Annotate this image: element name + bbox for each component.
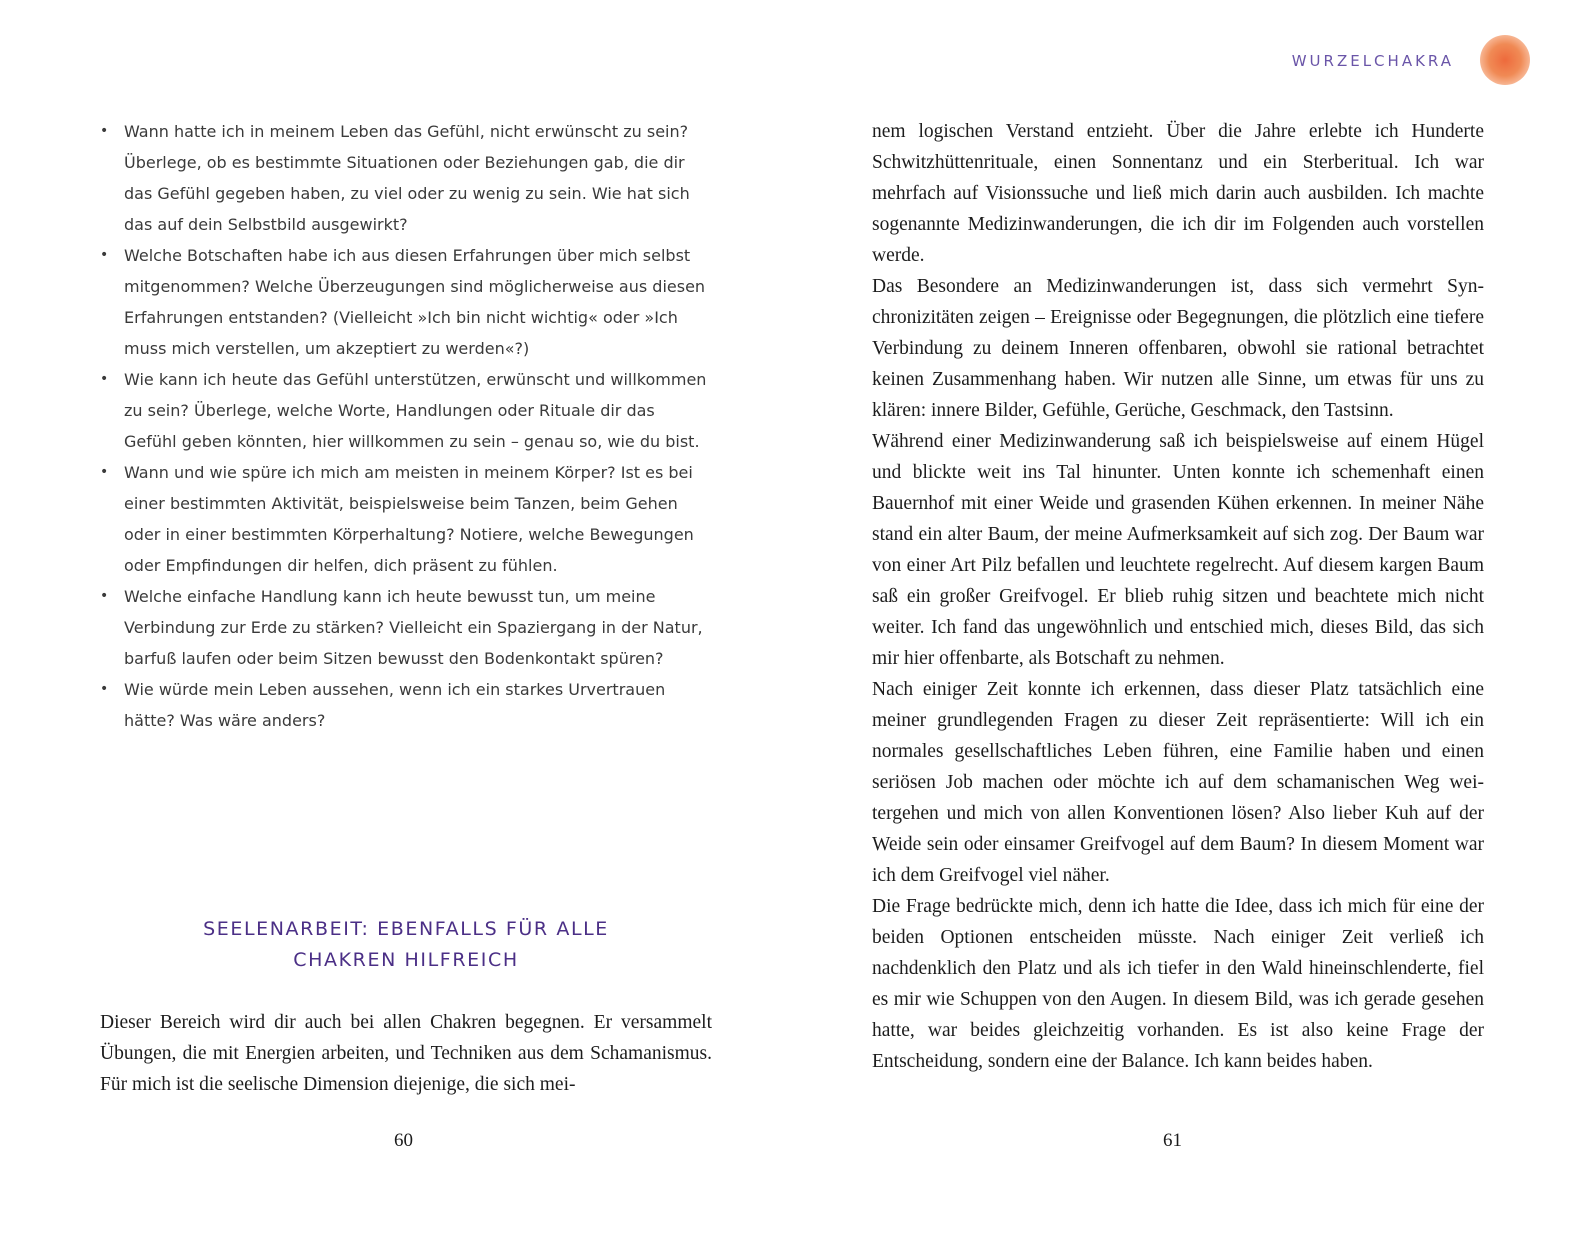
body-paragraph: Die Frage bedrückte mich, denn ich hatte die Idee, dass ich mich für eine der beiden Optionen entscheiden müsste. Nach einiger Zeit verließ ich nachdenklich den Platz und als ich tiefer in den Wald hineinschlenderte, fiel es mir wie Schuppen von den Augen. In diesem Bild, was ich gerade gesehen hatte, war beides gleichzeitig vorhanden. Es ist also keine Frage der Entscheidung, sondern eine der Balance. Ich kann beides haben. <box>872 896 1484 1072</box>
body-text <box>872 116 1484 1077</box>
body-paragraph: Das Besondere an Medizinwanderungen ist, dass sich vermehrt Synchronizitäten zeigen – Ereignisse oder Begegnungen, die plötzlich eine tiefere Verbindung zu deinem Inneren offenbaren, obwohl sie rational betrachtet keinen Zusammenhang haben. Wir nutzen alle Sinne, um etwas für uns zu klären: innere Bilder, Gefühle, Gerüche, Geschmack, den Tastsinn. <box>872 276 1484 421</box>
list-item: • Welche einfache Handlung kann ich heute bewusst tun, um meine Verbindung zur Erde zu stärken? Vielleicht ein Spaziergang in der Natur, barfuß laufen oder beim Sitzen bewusst den Bodenkontakt spüren? <box>100 581 712 674</box>
list-item: • Wie würde mein Leben aussehen, wenn ich ein starkes Urvertrauen hätte? Was wäre anders? <box>100 674 712 736</box>
page-number: 60 <box>394 1130 413 1151</box>
section-heading <box>100 914 712 976</box>
running-head: WURZELCHAKRA <box>1291 52 1454 70</box>
right-page <box>797 0 1594 1240</box>
body-paragraph: nem logischen Verstand entzieht. Über die Jahre erlebte ich Hunderte Schwitzhüttenrituale, einen Sonnentanz und ein Sterberitual. Ich war mehrfach auf Visionssuche und ließ mich darin auch ausbilden. Ich machte sogenannte Medizinwanderungen, die ich dir im Folgenden auch vorstellen werde. <box>872 121 1484 266</box>
section-heading-line-1: SEELENARBEIT: EBENFALLS FÜR ALLE <box>203 918 609 940</box>
body-paragraph: Dieser Bereich wird dir auch bei allen Chakren begegnen. Er versammelt Übungen, die mit Energien arbeiten, und Techniken aus dem Schamanismus. Für mich ist die seelische Dimension diejenige, die sich mei- <box>100 1012 712 1095</box>
page-number: 61 <box>1163 1130 1182 1151</box>
reflection-question-list <box>100 116 712 736</box>
list-item: • Welche Botschaften habe ich aus diesen Erfahrungen über mich selbst mitgenommen? Welche Überzeugungen sind möglicherweise aus diesen Erfahrungen entstanden? (Vielleicht »Ich bin nicht wichtig« oder »Ich muss mich verstellen, um akzeptiert zu werden«?) <box>100 240 712 364</box>
list-item: • Wann hatte ich in meinem Leben das Gefühl, nicht erwünscht zu sein? Überlege, ob es bestimmte Situationen oder Beziehungen gab, die dir das Gefühl gegeben haben, zu viel oder zu wenig zu sein. Wie hat sich das auf dein Selbstbild ausgewirkt? <box>100 116 712 240</box>
list-item: • Wann und wie spüre ich mich am meisten in meinem Körper? Ist es bei einer bestimmten Aktivität, beispielsweise beim Tanzen, beim Gehen oder in einer bestimmten Körperhaltung? Notiere, welche Bewegungen oder Empfindungen dir helfen, dich präsent zu fühlen. <box>100 457 712 581</box>
section-heading-line-2: CHAKREN HILFREICH <box>293 949 519 971</box>
body-paragraph: Während einer Medizinwanderung saß ich beispielsweise auf einem Hügel und blickte weit ins Tal hinunter. Unten konnte ich schemenhaft einen Bauernhof mit einer Weide und grasenden Kühen erkennen. In meiner Nähe stand ein alter Baum, der meine Aufmerksamkeit auf sich zog. Der Baum war von einer Art Pilz befallen und leuchtete regelrecht. Auf diesem kargen Baum saß ein großer Greifvogel. Er blieb ruhig sitzen und beachtete mich nicht weiter. Ich fand das ungewöhnlich und entschied mich, dieses Bild, das sich mir hier offenbarte, als Botschaft zu nehmen. <box>872 431 1484 669</box>
list-item: • Wie kann ich heute das Gefühl unterstützen, erwünscht und willkommen zu sein? Überlege, welche Worte, Handlungen oder Rituale dir das Gefühl geben könnten, hier willkommen zu sein – genau so, wie du bist. <box>100 364 712 457</box>
body-paragraph: Nach einiger Zeit konnte ich erkennen, dass dieser Platz tatsächlich eine meiner grundlegenden Fragen zu dieser Zeit repräsentierte: Will ich ein normales gesellschaftliches Leben führen, eine Familie haben und einen seriösen Job machen oder möchte ich auf dem schamanischen Weg weitergehen und mich von allen Konventionen lösen? Also lieber Kuh auf der Weide sein oder einsamer Greifvogel auf dem Baum? In diesem Moment war ich dem Greifvogel viel näher. <box>872 679 1484 886</box>
root-chakra-circle-icon <box>1480 35 1530 85</box>
